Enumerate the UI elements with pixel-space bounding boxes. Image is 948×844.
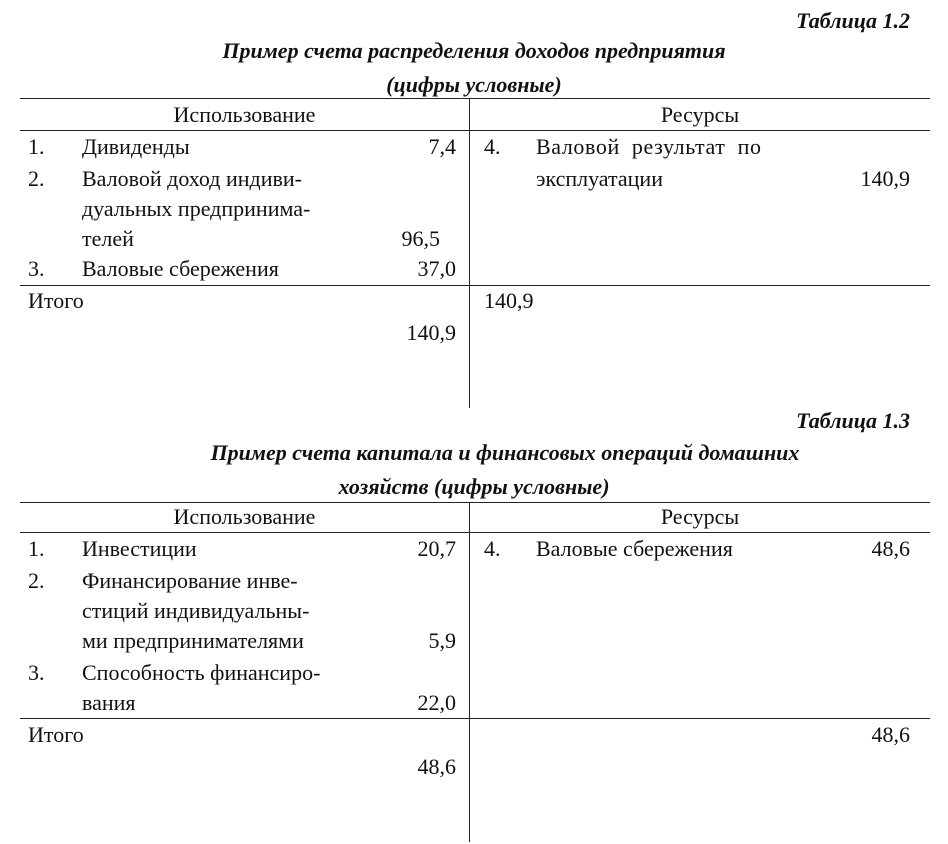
item-label: Дивиденды [82, 134, 190, 159]
header-resources: Ресурсы [660, 504, 740, 529]
total-rule [20, 285, 930, 286]
item-number: 2. [28, 166, 45, 191]
table-title: Пример счета распределения доходов предприятия [222, 38, 726, 63]
item-label: Способность финансиро- [82, 660, 321, 685]
header-rule [20, 532, 930, 533]
total-left-value: 140,9 [406, 320, 456, 345]
item-number: 3. [28, 256, 45, 281]
header-usage: Использование [173, 102, 316, 127]
table-subtitle: хозяйств (цифры условные) [338, 474, 610, 499]
total-label: Итого [28, 722, 84, 747]
item-value: 96,5 [401, 226, 440, 251]
table-top-rule [20, 98, 930, 99]
item-number: 2. [28, 568, 45, 593]
item-label: Валовые сбережения [82, 256, 279, 281]
item-label: Валовой доход индиви- [82, 166, 302, 191]
total-right-value: 48,6 [871, 722, 910, 747]
item-label: телей [82, 226, 134, 251]
item-value: 7,4 [428, 134, 456, 159]
item-value: 20,7 [417, 536, 456, 561]
item-label: Валовые сбережения [536, 536, 733, 561]
item-label: Инвестиции [82, 536, 197, 561]
item-number: 4. [484, 536, 501, 561]
header-resources: Ресурсы [660, 102, 740, 127]
table-subtitle: (цифры условные) [386, 72, 562, 97]
table-number: Таблица 1.2 [796, 8, 910, 33]
item-value: 48,6 [871, 536, 910, 561]
item-label: Финансирование инве- [82, 568, 298, 593]
header-usage: Использование [173, 504, 316, 529]
total-left-value: 48,6 [417, 754, 456, 779]
item-label: Валовой результат по [536, 134, 762, 159]
item-value: 5,9 [428, 628, 456, 653]
item-label: ми предпринимателями [82, 628, 304, 653]
total-right-value: 140,9 [484, 288, 534, 313]
item-label: дуальных предпринима- [82, 196, 311, 221]
item-label: вания [82, 690, 136, 715]
item-number: 1. [28, 536, 45, 561]
item-number: 4. [484, 134, 501, 159]
table-number: Таблица 1.3 [796, 408, 910, 433]
item-value: 37,0 [417, 256, 456, 281]
column-divider [469, 502, 470, 842]
item-value: 140,9 [860, 166, 910, 191]
item-label: стиций индивидуальны- [82, 598, 310, 623]
column-divider [469, 98, 470, 408]
item-label: эксплуатации [536, 166, 663, 191]
item-number: 3. [28, 660, 45, 685]
total-label: Итого [28, 288, 84, 313]
item-value: 22,0 [417, 690, 456, 715]
table-title: Пример счета капитала и финансовых операций домашних [210, 440, 800, 465]
total-rule [20, 718, 930, 719]
item-number: 1. [28, 134, 45, 159]
header-rule [20, 130, 930, 131]
